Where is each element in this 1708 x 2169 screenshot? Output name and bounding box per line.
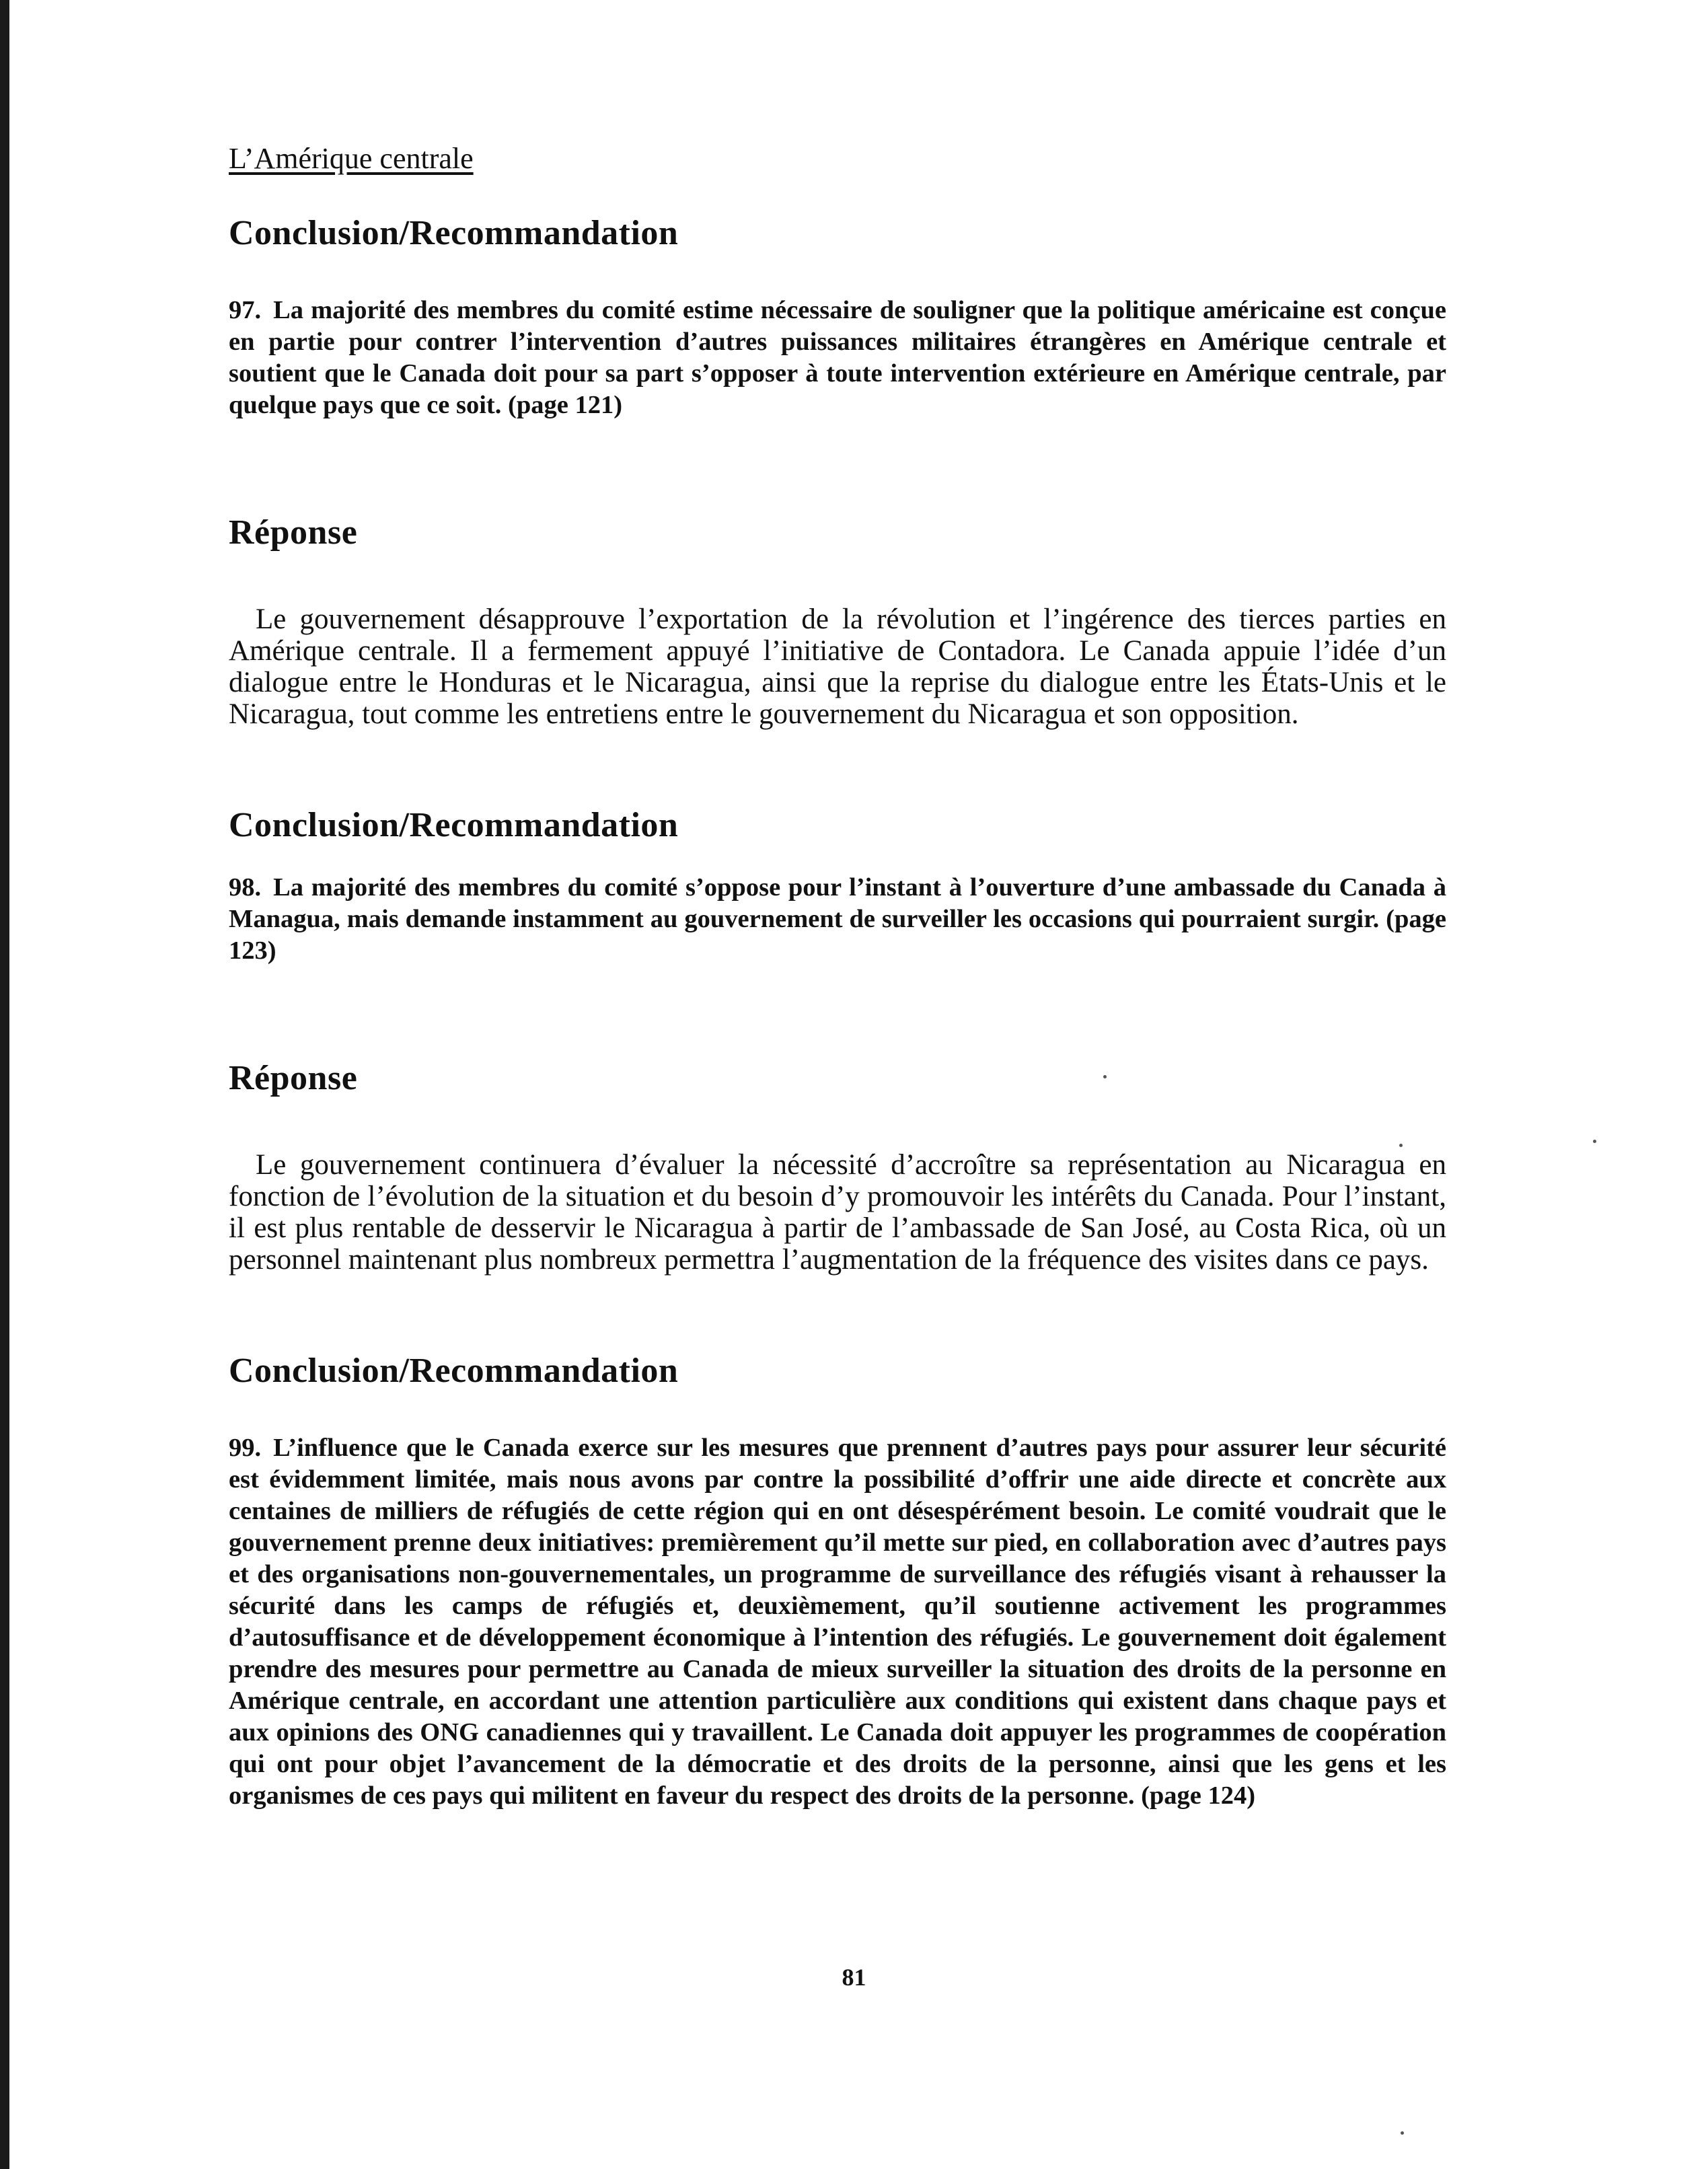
block-99 (229, 1351, 1446, 1812)
response-97: Le gouvernement désapprouve l’exportation de la révolution et l’ingérence des tierces parties en Amérique centrale. Il a fermement appuyé l’initiative de Contadora. Le Canada appuie l’idée d’un dialogue entre le Honduras et le Nicaragua, ainsi que la reprise du dialogue entre les États-Unis et le Nicaragua, tout comme les entretiens entre le gouvernement du Nicaragua et son opposition. (229, 603, 1446, 730)
block-97 (229, 213, 1446, 421)
paragraph-number: 97. (229, 296, 262, 324)
block-response-97 (229, 513, 1446, 730)
recommendation-97 (229, 295, 1446, 421)
scan-speck (1593, 1140, 1596, 1143)
scan-left-border (0, 0, 9, 2169)
heading-conclusion-97: Conclusion/Recommandation (229, 214, 679, 252)
scan-speck (1399, 1144, 1403, 1147)
heading-conclusion-98: Conclusion/Recommandation (229, 806, 679, 844)
page-number: 81 (842, 1964, 866, 1991)
section-title: L’Amérique centrale (229, 142, 474, 175)
document-body (229, 141, 1446, 1903)
paragraph-number: 98. (229, 873, 262, 902)
recommendation-98 (229, 872, 1446, 967)
recommendation-99 (229, 1432, 1446, 1812)
paragraph-text: La majorité des membres du comité estime nécessaire de souligner que la politique américaine est conçue en partie pour contrer l’intervention d’autres puissances militaires étrangères en Amérique centrale et soutient que le Canada doit pour sa part s’opposer à toute intervention extérieure en Amérique centrale, par quelque pays que ce soit. (page 121) (229, 296, 1446, 419)
paragraph-text: La majorité des membres du comité s’oppose pour l’instant à l’ouverture d’une ambassade du Canada à Managua, mais demande instamment au gouvernement de surveiller les occasions qui pourraient surgir. (page 123) (229, 873, 1446, 965)
response-98: Le gouvernement continuera d’évaluer la nécessité d’accroître sa représentation au Nicaragua en fonction de l’évolution de la situation et du besoin d’y promouvoir les intérêts du Canada. Pour l’instant, il est plus rentable de desservir le Nicaragua à partir de l’ambassade de San José, au Costa Rica, où un personnel maintenant plus nombreux permettra l’augmentation de la fréquence des visites dans ce pays. (229, 1149, 1446, 1276)
paragraph-number: 99. (229, 1434, 262, 1462)
scan-speck (1103, 1075, 1107, 1078)
paragraph-text: L’influence que le Canada exerce sur les mesures que prennent d’autres pays pour assurer leur sécurité est évidemment limitée, mais nous avons par contre la possibilité d’offrir une aide directe et concrète aux centaines de milliers de réfugiés de cette région qui en ont désespérément besoin. Le comité voudrait que le gouvernement prenne deux initiatives: premièrement qu’il mette sur pied, en collaboration avec d’autres pays et des organisations non-gouvernementales, un programme de surveillance des réfugiés visant à rehausser la sécurité dans les camps de réfugiés et, deuxièmement, qu’il soutienne activement les programmes d’autosuffisance et de développement économique à l’intention des réfugiés. Le gouvernement doit également prendre des mesures pour permettre au Canada de mieux surveiller la situation des droits de la personne en Amérique centrale, en accordant une attention particulière aux conditions qui existent dans chaque pays et aux opinions des ONG canadiennes qui y travaillent. Le Canada doit appuyer les programmes de coopération qui ont pour objet l’avancement de la démocratie et des droits de la personne, ainsi que les gens et les organismes de ces pays qui militent en faveur du respect des droits de la personne. (page 124) (229, 1434, 1446, 1810)
scan-speck (1401, 2131, 1404, 2135)
heading-conclusion-99: Conclusion/Recommandation (229, 1352, 679, 1390)
heading-response-98: Réponse (229, 1059, 358, 1097)
block-98 (229, 805, 1446, 967)
heading-response-97: Réponse (229, 513, 358, 552)
block-response-98 (229, 1058, 1446, 1276)
